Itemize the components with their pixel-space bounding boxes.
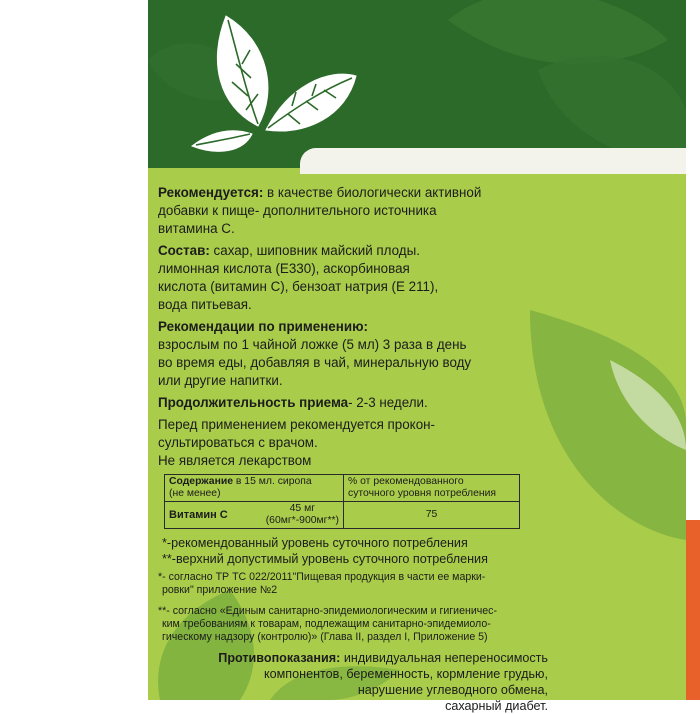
footnote-2-line-3: гическому надзору (контролю)» (Глава II, раздел I, Приложение 5) <box>162 631 488 643</box>
vitamin-amount <box>266 503 339 527</box>
footnote-1-line-1: *- согласно ТР ТС 022/2011"Пищевая продукция в части ее марки- <box>158 571 486 583</box>
white-tab <box>300 148 686 174</box>
recommended-line-2: добавки к пище- дополнительного источника <box>158 203 437 218</box>
composition-line-2: лимонная кислота (Е330), аскорбиновая <box>158 261 410 276</box>
nutrition-table <box>164 474 520 529</box>
recommended-line-3: витамина С. <box>158 221 235 236</box>
vitamin-amount-1: 45 мг <box>289 503 316 514</box>
vitamin-percent: 75 <box>344 502 520 529</box>
not-medicine: Не является лекарством <box>158 453 312 468</box>
label-text <box>158 184 678 714</box>
contra-line-4: сахарный диабет. <box>445 699 548 713</box>
table-header-percent-2: суточного уровня потребления <box>348 488 497 499</box>
recommended-text: в качестве биологически активной <box>263 185 482 200</box>
contra-label: Противопоказания: <box>218 651 341 665</box>
contra-line-3: нарушение углеводного обмена, <box>357 683 548 697</box>
usage-line-1: взрослым по 1 чайной ложке (5 мл) 3 раза в день <box>158 337 467 352</box>
composition-line-4: вода питьевая. <box>158 297 252 312</box>
note-1: *-рекомендованный уровень суточного потребления <box>162 536 468 550</box>
duration-label: Продолжительность приема <box>158 395 349 410</box>
table-header-percent <box>344 475 520 502</box>
note-2: **-верхний допустимый уровень суточного потребления <box>162 552 488 566</box>
table-header-line-2: (не менее) <box>169 488 221 499</box>
left-margin <box>0 0 148 700</box>
table-header-bold: Содержание <box>169 476 234 487</box>
footnote-1-line-2: ровки" приложение №2 <box>162 584 278 596</box>
usage-label: Рекомендации по применению: <box>158 319 368 334</box>
composition-text: сахар, шиповник майский плоды. <box>209 243 420 258</box>
vitamin-amount-2: (60мг*-900мг**) <box>265 515 339 526</box>
consult-line-1: Перед применением рекомендуется прокон- <box>158 417 435 432</box>
vitamin-cell <box>165 502 344 529</box>
vitamin-name: Витамин С <box>169 509 228 521</box>
table-header-row <box>165 475 520 502</box>
leaves-logo-icon <box>188 6 358 156</box>
contra-line-1 <box>158 650 548 666</box>
recommended-line-1 <box>158 184 678 202</box>
orange-edge <box>686 520 700 700</box>
composition-line-1 <box>158 242 678 260</box>
composition-line-3: кислота (витамин С), бензоат натрия (Е 211), <box>158 279 439 294</box>
duration-line <box>158 394 678 412</box>
duration-value: - 2-3 недели. <box>348 395 428 410</box>
consult-line-2: сультироваться с врачом. <box>158 435 318 450</box>
composition-label: Состав: <box>158 243 210 258</box>
footnote-2-line-1: **- согласно «Единым санитарно-эпидемиологическим и гигиеничес- <box>158 605 497 617</box>
usage-line-3: или другие напитки. <box>158 373 283 388</box>
table-row <box>165 502 520 529</box>
table-header-percent-1: % от рекомендованного <box>348 476 464 487</box>
recommended-label: Рекомендуется: <box>158 185 264 200</box>
usage-line-2: во время еды, добавляя в чай, минеральную воду <box>158 355 472 370</box>
contraindications <box>158 650 548 714</box>
table-header-rest: в 15 мл. сиропа <box>233 476 312 487</box>
table-header-content <box>165 475 344 502</box>
contra-text: индивидуальная непереносимость <box>340 651 548 665</box>
footnote-2-line-2: ким требованиям к товарам, подлежащим санитарно-эпидемиоло- <box>162 618 491 630</box>
contra-line-2: компонентов, беременность, кормление грудью, <box>263 667 548 681</box>
